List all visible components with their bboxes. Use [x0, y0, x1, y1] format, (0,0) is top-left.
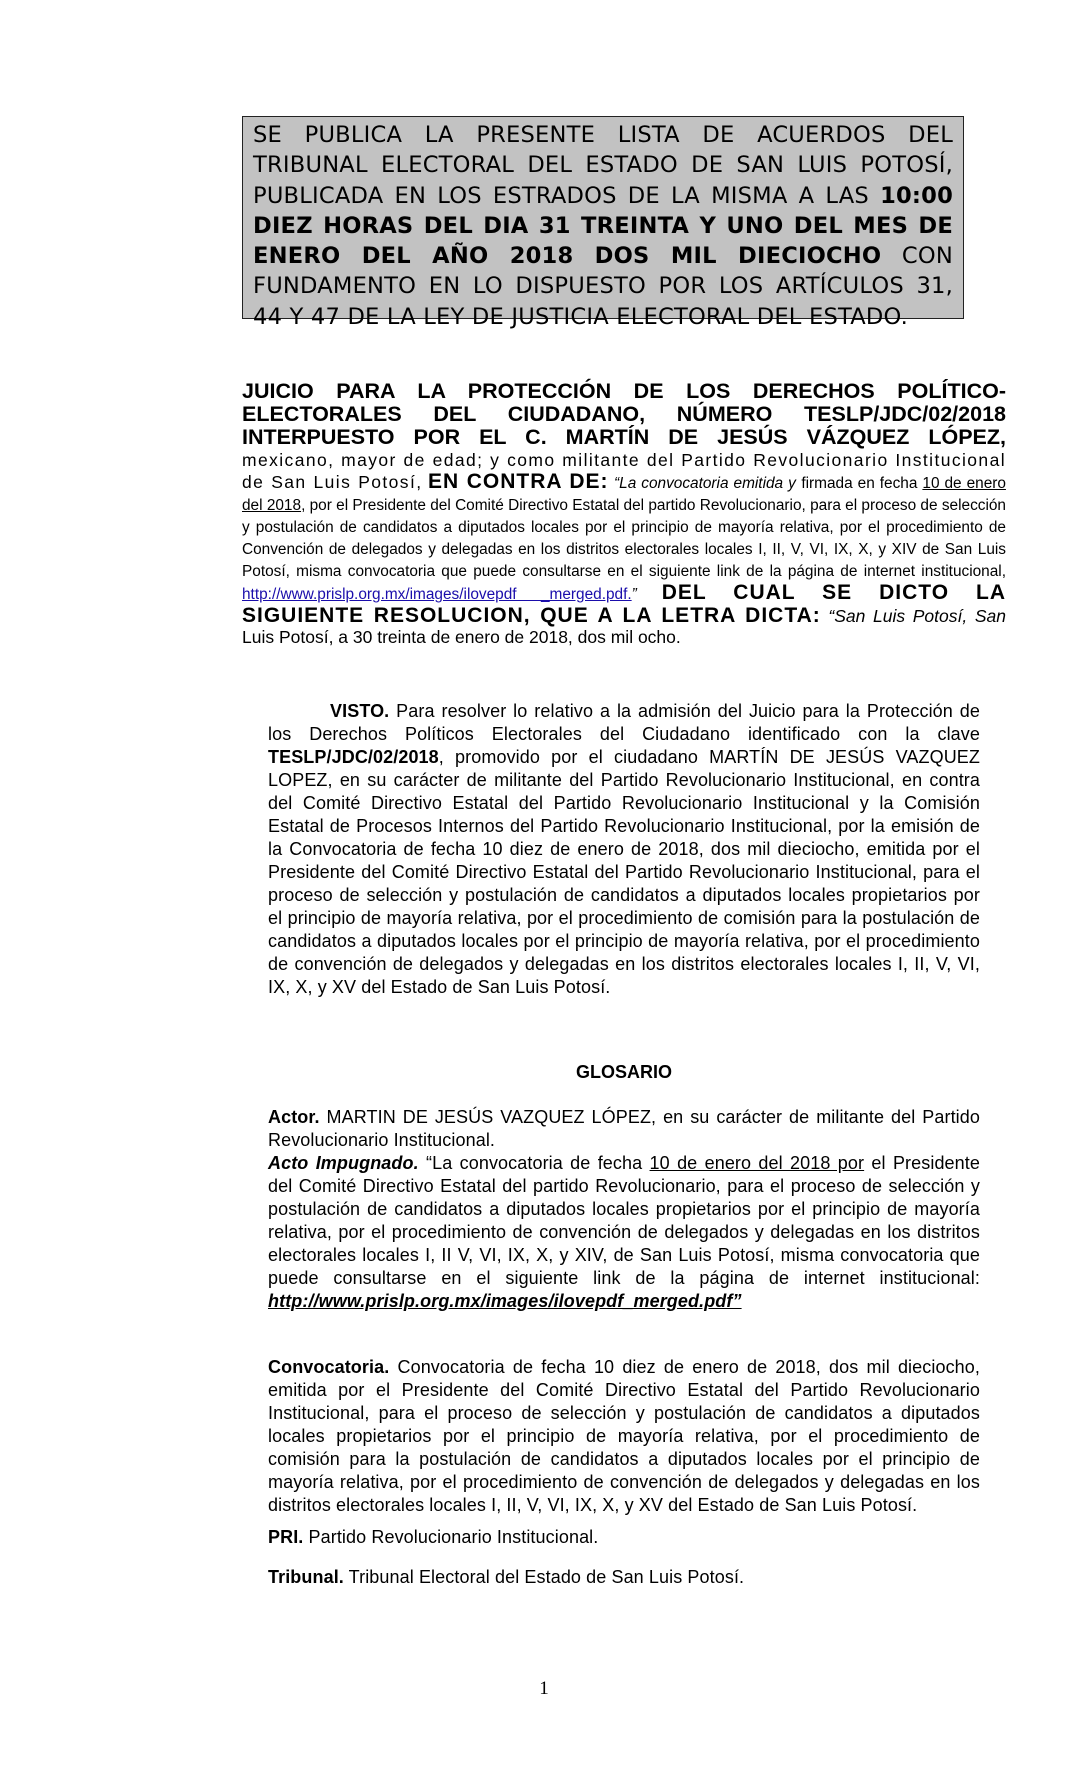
acto-text: el Presidente del Comité Directivo Estatal del partido Revolucionario, para el proceso de selección y postulación de candidatos a diputados locales propietarios por el principio de mayoría relativa, por el procedimiento de convención de delegados y delegadas en los distritos electorales locales I, II V, VI, IX, X, y XIV, de San Luis Potosí, misma convocatoria que puede consultarse en el siguiente link de la página de internet institucional:	[268, 1153, 980, 1288]
firmada-date: 10 de enero del 2018	[242, 475, 1006, 514]
heading-line-1: JUICIO PARA LA PROTECCIÓN DE LOS DERECHOS POLÍTICO-	[242, 379, 1006, 403]
visto-paragraph	[268, 700, 980, 999]
heading-line-3: INTERPUESTO POR EL C. MARTÍN DE JESÚS VÁZQUEZ LÓPEZ,	[242, 425, 1006, 449]
glosario-convocatoria-entry	[268, 1356, 980, 1517]
convocatoria-label: Convocatoria.	[268, 1357, 390, 1377]
acto-date: 10 de enero del 2018 por	[649, 1153, 865, 1173]
glosario-actor-entries	[268, 1106, 980, 1313]
notice-date-bold: 10:00 DIEZ HORAS DEL DIA 31 TREINTA Y UNO DEL MES DE ENERO DEL AÑO 2018 DOS MIL DIECIOCHO	[253, 182, 953, 270]
pri-text: Partido Revolucionario Institucional.	[303, 1527, 599, 1547]
visto-text-1: Para resolver lo relativo a la admisión del Juicio para la Protección de los Derechos Políticos Electorales del Ciudadano identificado con la clave	[268, 701, 980, 744]
actor-label: Actor.	[268, 1107, 320, 1127]
resolution-date: Luis Potosí, a 30 treinta de enero de 2018, dos mil ocho.	[242, 627, 681, 647]
tribunal-label: Tribunal.	[268, 1567, 344, 1587]
convocatoria-text: Convocatoria de fecha 10 diez de enero de 2018, dos mil dieciocho, emitida por el Presidente del Comité Directivo Estatal del Partido Revolucionario Institucional, para el proceso de selección y postulación de candidatos a diputados locales propietarios por el principio de mayoría relativa, por el procedimiento de comisión para la postulación de candidatos a diputados locales por el principio de mayoría relativa, por el procedimiento de convención de delegados y delegadas en los distritos electorales locales I, II, V, VI, IX, X, y XV del Estado de San Luis Potosí.	[268, 1357, 980, 1515]
intro-rest-text: , por el Presidente del Comité Directivo Estatal del partido Revolucionario, para el proceso de selección y postulación de candidatos a diputados locales por el principio de mayoría relativa, por el procedimiento de Convención de delegados y delegadas en los distritos electorales locales I, II, V, VI, IX, X, y XIV de San Luis Potosí, misma convocatoria que puede consultarse en el siguiente link de la página de internet institucional,	[242, 497, 1006, 580]
convocatoria-link[interactable]: http://www.prislp.org.mx/images/ilovepdf _merged.pdf.	[242, 586, 632, 603]
heading-line-2: ELECTORALES DEL CIUDADANO, NÚMERO TESLP/JDC/02/2018	[242, 402, 1006, 426]
glosario-title: GLOSARIO	[575, 1062, 672, 1082]
visto-clave: TESLP/JDC/02/2018	[268, 747, 439, 767]
visto-label: VISTO.	[330, 701, 390, 721]
notice-text-part1: SE PUBLICA LA PRESENTE LISTA DE ACUERDOS DEL TRIBUNAL ELECTORAL DEL ESTADO DE SAN LUIS POTOSÍ, PUBLICADA EN LOS ESTRADOS DE LA MISMA A LAS	[253, 122, 953, 209]
case-intro-paragraph	[242, 450, 1006, 648]
notice-text-part2: CON FUNDAMENTO EN LO DISPUESTO POR LOS ARTÍCULOS 31, 44 Y 47 DE LA LEY DE JUSTICIA ELECTORAL DEL ESTADO.	[253, 243, 953, 330]
actor-description: mexicano, mayor de edad; y como militante del Partido Revolucionario Institucional de San Luis Potosí,	[242, 450, 1006, 492]
quote-end: ”	[631, 586, 637, 603]
acto-impugnado-label: Acto Impugnado.	[268, 1153, 419, 1173]
en-contra-label: EN CONTRA DE:	[428, 470, 609, 493]
glosario-tribunal-entry	[268, 1566, 980, 1589]
acto-link[interactable]: http://www.prislp.org.mx/images/ilovepdf_merged.pdf”	[268, 1291, 742, 1311]
firmada-text: firmada en fecha	[801, 475, 923, 492]
acto-quote-open: “La convocatoria de fecha	[418, 1153, 650, 1173]
resolution-quote: “San Luis Potosí, San	[828, 606, 1006, 626]
visto-text-2: , promovido por el ciudadano MARTÍN DE JESÚS VAZQUEZ LOPEZ, en su carácter de militante del Partido Revolucionario Institucional, en contra del Comité Directivo Estatal del Partido Revolucionario Institucional y la Comisión Estatal de Procesos Internos del Partido Revolucionario Institucional, por la emisión de la Convocatoria de fecha 10 diez de enero de 2018, dos mil dieciocho, emitida por el Presidente del Comité Directivo Estatal del Partido Revolucionario Institucional, para el proceso de selección y postulación de candidatos a diputados locales propietarios por el principio de mayoría relativa, por el procedimiento de comisión para la postulación de candidatos a diputados locales por el principio de mayoría relativa, por el procedimiento de convención de delegados y delegadas en los distritos electorales locales I, II, V, VI, IX, X, y XV del Estado de San Luis Potosí.	[268, 747, 980, 997]
actor-text: MARTIN DE JESÚS VAZQUEZ LÓPEZ, en su carácter de militante del Partido Revolucionario Institucional.	[268, 1107, 980, 1150]
pri-label: PRI.	[268, 1527, 304, 1547]
publication-notice-box	[242, 116, 964, 330]
del-cual-text: DEL CUAL SE DICTO LA SIGUIENTE RESOLUCION, QUE A LA LETRA DICTA:	[242, 581, 1006, 627]
tribunal-text: Tribunal Electoral del Estado de San Luis Potosí.	[343, 1567, 745, 1587]
glosario-pri-entry	[268, 1526, 980, 1549]
quote-start: “La convocatoria emitida y	[614, 475, 796, 492]
case-heading	[242, 380, 1006, 449]
page-number: 1	[539, 1678, 549, 1699]
